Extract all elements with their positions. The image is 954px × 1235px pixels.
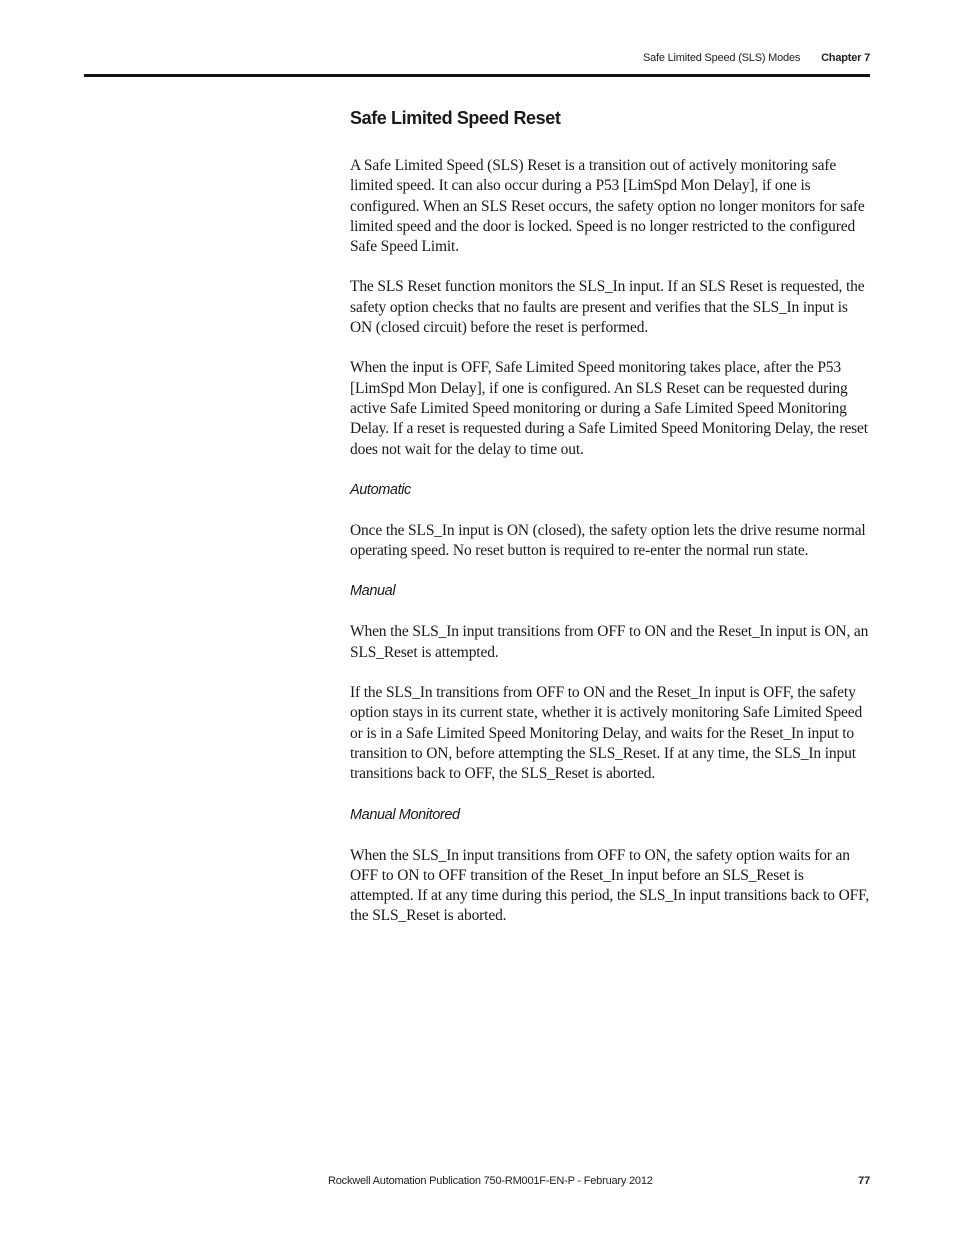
manual-monitored-heading: Manual Monitored [350,806,460,823]
manual-paragraph-2: If the SLS_In transitions from OFF to ON and the Reset_In input is OFF, the safety option stays in its current state, whether it is actively monitoring Safe Limited Speed or is in a Safe Limited Speed Monitoring Delay, and waits for the Reset_In input to transition to ON, before attempting the SLS_Reset. If at any time, the SLS_In input transitions back to OFF, the SLS_Reset is aborted. [350,684,863,783]
intro-paragraph-1: A Safe Limited Speed (SLS) Reset is a transition out of actively monitoring safe limited speed. It can also occur during a P53 [LimSpd Mon Delay], if one is configured. When an SLS Reset occurs, the safety option no longer monitors for safe limited speed and the door is locked. Speed is no longer restricted to the configured Safe Speed Limit. [350,157,865,256]
automatic-paragraph: Once the SLS_In input is ON (closed), the safety option lets the drive resume normal operating speed. No reset button is required to re-enter the normal run state. [350,521,866,560]
page-title: Safe Limited Speed Reset [350,108,561,128]
automatic-heading: Automatic [350,481,411,498]
header-chapter-label: Chapter 7 [821,52,870,64]
manual-paragraph-1: When the SLS_In input transitions from OFF to ON and the Reset_In input is ON, an SLS_Reset is attempted. [350,623,869,661]
header-section-name: Safe Limited Speed (SLS) Modes [642,52,801,64]
header-rule [84,74,870,77]
intro-paragraph-2: The SLS Reset function monitors the SLS_In input. If an SLS Reset is requested, the safety option checks that no faults are present and verifies that the SLS_In input is ON (closed circuit) before the reset is performed. [350,278,865,337]
manual-heading: Manual [350,583,396,600]
footer-publication: Rockwell Automation Publication 750-RM001F-EN-P - February 2012 [328,1175,653,1187]
page-header [643,52,870,64]
main-content [350,106,870,947]
intro-paragraph-3: When the input is OFF, Safe Limited Speed monitoring takes place, after the P53 [LimSpd Mon Delay], if one is configured. An SLS Reset can be requested during active Safe Limited Speed monitoring or during a Safe Limited Speed Monitoring Delay. If a reset is requested during a Safe Limited Speed Monitoring Delay, the reset does not wait for the delay to time out. [350,359,868,458]
manual-monitored-paragraph: When the SLS_In input transitions from OFF to ON, the safety option waits for an OFF to ON to OFF transition of the Reset_In input before an SLS_Reset is attempted. If at any time during this period, the SLS_In input transitions back to OFF, the SLS_Reset is aborted. [350,846,870,925]
page-number: 77 [858,1175,870,1187]
